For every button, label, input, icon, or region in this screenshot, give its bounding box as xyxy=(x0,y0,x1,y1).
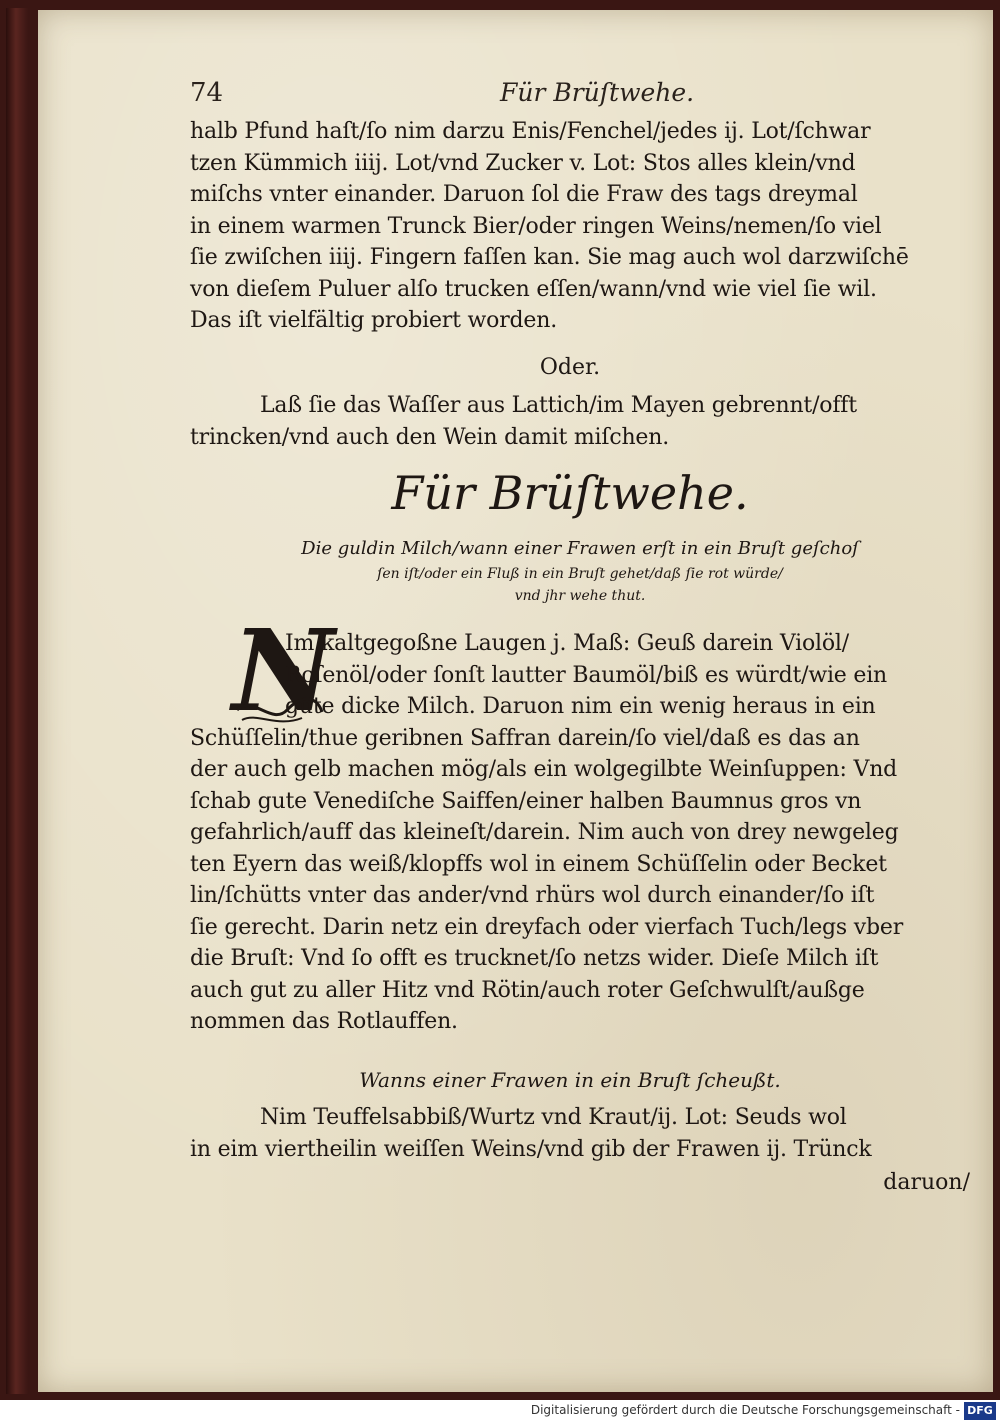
running-head xyxy=(190,78,850,114)
text-line: in einem warmen Trunck Bier/oder ringen Weins/nemen/ſo viel xyxy=(190,213,882,239)
paragraph-3 xyxy=(190,628,965,1068)
footer-bar xyxy=(0,1400,1000,1424)
paragraph-1 xyxy=(190,116,965,337)
paragraph-4 xyxy=(190,1102,965,1165)
footer-credit: Digitalisierung gefördert durch die Deutsche Forschungsgemeinschaft - xyxy=(530,1403,960,1417)
sub-heading-2 xyxy=(190,1068,950,1092)
subtitle-line: vnd jhr wehe thut. xyxy=(514,588,646,604)
text-line: tzen Kümmich iiij. Lot/vnd Zucker v. Lot: Stos alles klein/vnd xyxy=(190,150,856,176)
drop-cap: N xyxy=(232,606,335,737)
text-line: lin/ſchütts vnter das ander/vnd rhürs wol durch einander/ſo iſt xyxy=(190,883,875,908)
text-line: Schüſſelin/thue geribnen Saffran darein/ſo viel/daß es das an xyxy=(190,725,860,751)
text-line: Laß ſie das Waſſer aus Lattich/im Mayen gebrennt/offt xyxy=(260,393,857,418)
paragraph-2 xyxy=(190,390,965,453)
text-line: ſchab gute Venediſche Saiffen/einer halben Baumnus gros vn xyxy=(190,788,862,814)
text-line: gute dicke Milch. Daruon nim ein wenig heraus in ein xyxy=(285,694,876,719)
book-edge xyxy=(6,8,28,1394)
text-line: ſie gerecht. Darin netz ein dreyfach oder vierfach Tuch/legs vber xyxy=(190,914,904,940)
oder-heading-text: Oder. xyxy=(539,355,601,380)
oder-heading xyxy=(190,355,950,380)
dfg-logo: DFG xyxy=(964,1402,996,1420)
subtitle-line: Die guldin Milch/wann einer Frawen erſt in ein Bruſt geſchoſ xyxy=(301,538,859,559)
text-line: ſie zwiſchen iiij. Fingern faſſen kan. Sie mag auch wol darzwiſchē xyxy=(190,245,909,270)
text-line: von dieſem Puluer alſo trucken eſſen/wann/vnd wie viel ſie wil. xyxy=(190,276,877,302)
text-line: Im kaltgegoßne Laugen j. Maß: Geuß darein Violöl/ xyxy=(285,631,849,656)
text-line: trincken/vnd auch den Wein damit miſchen. xyxy=(190,424,670,450)
text-line: auch gut zu aller Hitz vnd Rötin/auch roter Geſchwulſt/außge xyxy=(190,977,865,1003)
section-subtitle xyxy=(200,535,960,607)
text-line: Roſenöl/oder ſonſt lautter Baumöl/biß es würdt/wie ein xyxy=(285,662,888,688)
page-number: 74 xyxy=(190,78,224,108)
text-line: ten Eyern das weiß/klopffs wol in einem Schüſſelin oder Becket xyxy=(190,851,887,877)
sub-heading-2-text: Wanns einer Frawen in ein Bruſt ſcheußt. xyxy=(359,1068,781,1092)
text-line: Nim Teuffelsabbiß/Wurtz vnd Kraut/ij. Lot: Seuds wol xyxy=(260,1105,847,1130)
text-line: Das iſt vielfältig probiert worden. xyxy=(190,308,558,333)
text-line: der auch gelb machen mög/als ein wolgegilbte Weinſuppen: Vnd xyxy=(190,757,898,782)
text-line: miſchs vnter einander. Daruon ſol die Fraw des tags dreymal xyxy=(190,182,858,207)
text-line: nommen das Rotlauffen. xyxy=(190,1009,458,1034)
text-line: die Bruſt: Vnd ſo offt es trucknet/ſo netzs wider. Dieſe Milch iſt xyxy=(190,946,879,971)
running-head-title: Für Brüſtwehe. xyxy=(500,78,695,107)
subtitle-line: ſen iſt/oder ein Fluß in ein Bruſt gehet/daß ſie rot würde/ xyxy=(377,566,783,582)
catchword: daruon/ xyxy=(883,1170,970,1195)
section-title-text: Für Brüſtwehe. xyxy=(391,466,749,520)
text-line: in eim viertheilin weiſſen Weins/vnd gib der Frawen ij. Trünck xyxy=(190,1136,872,1162)
text-line: halb Pfund haſt/ſo nim darzu Enis/Fenchel/jedes ij. Lot/ſchwar xyxy=(190,119,871,144)
section-title xyxy=(190,466,950,520)
text-line: gefahrlich/auff das kleineſt/darein. Nim auch von drey newgeleg xyxy=(190,820,899,845)
